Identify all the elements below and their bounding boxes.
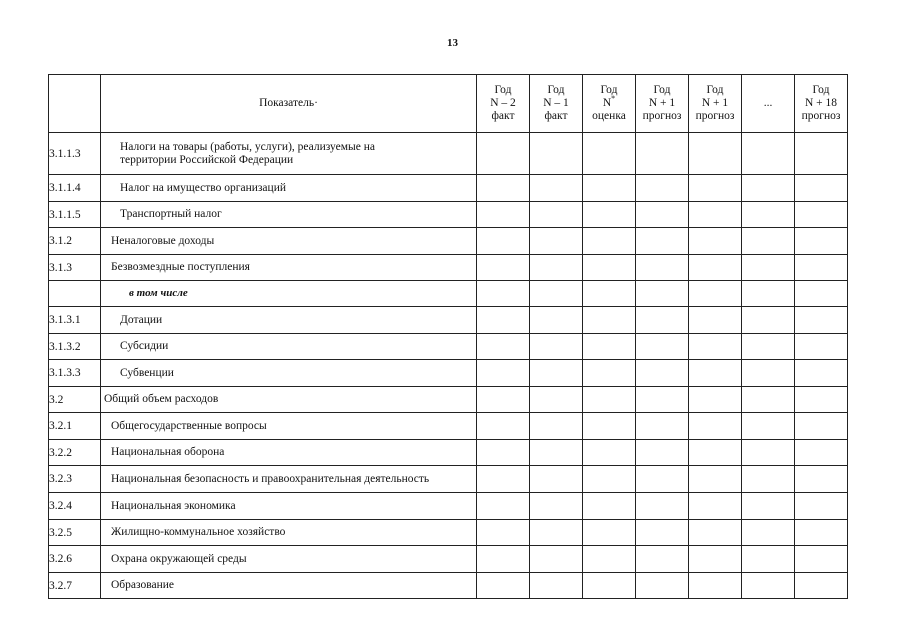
table-row [49, 546, 848, 573]
header-year-value: N [602, 97, 612, 109]
table-row [49, 387, 848, 413]
value-cell[interactable] [530, 573, 583, 599]
value-cell[interactable] [583, 175, 636, 202]
table-row [49, 228, 848, 255]
row-code: 3.2.5 [49, 520, 101, 546]
row-code: 3.2.6 [49, 546, 101, 573]
header-year-label: Год [706, 84, 724, 96]
value-cell[interactable] [636, 493, 689, 520]
value-cell[interactable] [477, 202, 530, 228]
value-cell[interactable] [583, 228, 636, 255]
value-cell[interactable] [742, 440, 795, 466]
value-cell[interactable] [636, 466, 689, 493]
value-cell[interactable] [636, 133, 689, 175]
value-cell[interactable] [477, 387, 530, 413]
value-cell[interactable] [477, 228, 530, 255]
row-name: Жилищно-коммунальное хозяйство [101, 520, 477, 546]
row-name [101, 133, 477, 175]
value-cell[interactable] [795, 413, 848, 440]
value-cell[interactable] [530, 387, 583, 413]
value-cell[interactable] [742, 573, 795, 599]
header-year-type: прогноз [695, 110, 735, 122]
value-cell[interactable] [742, 255, 795, 281]
row-name: Налог на имущество организаций [101, 175, 477, 202]
header-year-col [583, 75, 636, 133]
value-cell[interactable] [636, 202, 689, 228]
row-name: Транспортный налог [101, 202, 477, 228]
table-row [49, 133, 848, 175]
value-cell[interactable] [689, 573, 742, 599]
value-cell[interactable] [689, 466, 742, 493]
row-name: Национальная оборона [101, 440, 477, 466]
value-cell[interactable] [477, 440, 530, 466]
header-ellipsis-col [742, 75, 795, 133]
value-cell[interactable] [477, 413, 530, 440]
value-cell[interactable] [689, 175, 742, 202]
header-year-col [689, 75, 742, 133]
row-code: 3.2.7 [49, 573, 101, 599]
value-cell[interactable] [583, 307, 636, 334]
table-row [49, 360, 848, 387]
value-cell[interactable] [742, 202, 795, 228]
value-cell[interactable] [530, 281, 583, 307]
row-name: Дотации [101, 307, 477, 334]
row-name: Безвозмездные поступления [101, 255, 477, 281]
value-cell[interactable] [795, 202, 848, 228]
row-code: 3.2 [49, 387, 101, 413]
value-cell[interactable] [795, 546, 848, 573]
value-cell[interactable] [583, 413, 636, 440]
value-cell[interactable] [477, 493, 530, 520]
value-cell[interactable] [742, 175, 795, 202]
value-cell[interactable] [477, 255, 530, 281]
row-code: 3.2.1 [49, 413, 101, 440]
value-cell[interactable] [477, 133, 530, 175]
row-name: Субсидии [101, 334, 477, 360]
value-cell[interactable] [742, 413, 795, 440]
value-cell[interactable] [530, 228, 583, 255]
row-code [49, 281, 101, 307]
value-cell[interactable] [795, 281, 848, 307]
value-cell[interactable] [530, 413, 583, 440]
header-indicator: Показатель· [101, 75, 477, 133]
value-cell[interactable] [530, 307, 583, 334]
header-year-label: Год [547, 84, 565, 96]
value-cell[interactable] [795, 307, 848, 334]
table-row [49, 281, 848, 307]
row-code: 3.1.3.2 [49, 334, 101, 360]
value-cell[interactable] [583, 440, 636, 466]
value-cell[interactable] [689, 228, 742, 255]
value-cell[interactable] [689, 202, 742, 228]
value-cell[interactable] [742, 520, 795, 546]
value-cell[interactable] [795, 175, 848, 202]
value-cell[interactable] [477, 175, 530, 202]
value-cell[interactable] [477, 520, 530, 546]
value-cell[interactable] [636, 175, 689, 202]
header-year-type: факт [544, 110, 568, 122]
value-cell[interactable] [689, 546, 742, 573]
value-cell[interactable] [689, 255, 742, 281]
value-cell[interactable] [689, 334, 742, 360]
row-name: Общий объем расходов [101, 387, 477, 413]
header-year-col [530, 75, 583, 133]
value-cell[interactable] [477, 307, 530, 334]
header-year-type: прогноз [642, 110, 682, 122]
table-row [49, 573, 848, 599]
table-row [49, 493, 848, 520]
row-code: 3.1.1.5 [49, 202, 101, 228]
row-name: Общегосударственные вопросы [101, 413, 477, 440]
value-cell[interactable] [477, 466, 530, 493]
row-name-subheading: в том числе [101, 281, 477, 307]
value-cell[interactable] [477, 281, 530, 307]
row-name: Охрана окружающей среды [101, 546, 477, 573]
value-cell[interactable] [477, 360, 530, 387]
row-code: 3.2.2 [49, 440, 101, 466]
value-cell[interactable] [583, 133, 636, 175]
header-year-value: N + 1 [648, 97, 676, 109]
value-cell[interactable] [477, 546, 530, 573]
row-code: 3.1.3 [49, 255, 101, 281]
value-cell[interactable] [689, 413, 742, 440]
value-cell[interactable] [583, 202, 636, 228]
value-cell[interactable] [689, 387, 742, 413]
row-name-line: территории Российской Федерации [120, 153, 294, 166]
value-cell[interactable] [689, 440, 742, 466]
value-cell[interactable] [636, 520, 689, 546]
table-row [49, 440, 848, 466]
header-year-type: прогноз [801, 110, 841, 122]
value-cell[interactable] [636, 546, 689, 573]
header-year-value: N + 1 [701, 97, 729, 109]
value-cell[interactable] [795, 360, 848, 387]
value-cell[interactable] [583, 255, 636, 281]
header-row [49, 75, 848, 133]
value-cell[interactable] [530, 440, 583, 466]
row-name: Национальная безопасность и правоохранительная деятельность [101, 466, 477, 493]
value-cell[interactable] [583, 573, 636, 599]
value-cell[interactable] [689, 307, 742, 334]
table-row [49, 413, 848, 440]
value-cell[interactable] [636, 413, 689, 440]
value-cell[interactable] [689, 493, 742, 520]
page-number: 13 [447, 37, 458, 49]
value-cell[interactable] [530, 546, 583, 573]
header-code-cell [49, 75, 101, 133]
value-cell[interactable] [583, 493, 636, 520]
value-cell[interactable] [583, 520, 636, 546]
value-cell[interactable] [477, 573, 530, 599]
header-year-label: Год [812, 84, 830, 96]
value-cell[interactable] [530, 520, 583, 546]
value-cell[interactable] [636, 255, 689, 281]
value-cell[interactable] [742, 546, 795, 573]
row-code: 3.1.3.1 [49, 307, 101, 334]
table-row [49, 307, 848, 334]
row-name: Субвенции [101, 360, 477, 387]
value-cell[interactable] [530, 493, 583, 520]
value-cell[interactable] [795, 387, 848, 413]
value-cell[interactable] [636, 334, 689, 360]
value-cell[interactable] [689, 360, 742, 387]
table-row [49, 202, 848, 228]
value-cell[interactable] [795, 493, 848, 520]
value-cell[interactable] [530, 255, 583, 281]
value-cell[interactable] [689, 133, 742, 175]
value-cell[interactable] [530, 360, 583, 387]
value-cell[interactable] [530, 175, 583, 202]
header-year-value: N + 18 [804, 97, 838, 109]
value-cell[interactable] [530, 133, 583, 175]
header-year-label: Год [494, 84, 512, 96]
value-cell[interactable] [742, 466, 795, 493]
value-cell[interactable] [742, 281, 795, 307]
value-cell[interactable] [795, 440, 848, 466]
value-cell[interactable] [583, 334, 636, 360]
indicator-table [48, 74, 848, 599]
value-cell[interactable] [795, 573, 848, 599]
header-ellipsis: ... [763, 97, 773, 109]
value-cell[interactable] [742, 360, 795, 387]
value-cell[interactable] [583, 360, 636, 387]
value-cell[interactable] [636, 228, 689, 255]
value-cell[interactable] [583, 546, 636, 573]
value-cell[interactable] [742, 307, 795, 334]
value-cell[interactable] [742, 334, 795, 360]
value-cell[interactable] [477, 334, 530, 360]
header-year-value: N – 2 [490, 97, 516, 109]
value-cell[interactable] [583, 281, 636, 307]
value-cell[interactable] [742, 493, 795, 520]
value-cell[interactable] [795, 255, 848, 281]
header-year-label: Год [600, 84, 618, 96]
header-year-col [795, 75, 848, 133]
value-cell[interactable] [636, 281, 689, 307]
header-year-type: факт [491, 110, 515, 122]
value-cell[interactable] [742, 228, 795, 255]
table-row [49, 520, 848, 546]
header-year-type: оценка [592, 110, 626, 122]
header-year-col [477, 75, 530, 133]
value-cell[interactable] [636, 387, 689, 413]
value-cell[interactable] [689, 281, 742, 307]
value-cell[interactable] [530, 334, 583, 360]
row-code: 3.1.1.3 [49, 133, 101, 175]
value-cell[interactable] [689, 520, 742, 546]
value-cell[interactable] [742, 387, 795, 413]
value-cell[interactable] [636, 440, 689, 466]
value-cell[interactable] [795, 520, 848, 546]
row-name: Неналоговые доходы [101, 228, 477, 255]
row-name: Национальная экономика [101, 493, 477, 520]
header-year-value: N – 1 [543, 97, 569, 109]
row-name: Образование [101, 573, 477, 599]
table-row [49, 334, 848, 360]
value-cell[interactable] [795, 334, 848, 360]
row-name-line: Налоги на товары (работы, услуги), реализуемые на [120, 140, 376, 153]
table-row [49, 255, 848, 281]
value-cell[interactable] [530, 202, 583, 228]
header-year-label: Год [653, 84, 671, 96]
row-code: 3.1.3.3 [49, 360, 101, 387]
table-row [49, 175, 848, 202]
value-cell[interactable] [795, 466, 848, 493]
value-cell[interactable] [795, 228, 848, 255]
value-cell[interactable] [636, 307, 689, 334]
row-code: 3.2.4 [49, 493, 101, 520]
value-cell[interactable] [742, 133, 795, 175]
row-code: 3.1.1.4 [49, 175, 101, 202]
value-cell[interactable] [530, 466, 583, 493]
row-code: 3.1.2 [49, 228, 101, 255]
value-cell[interactable] [583, 387, 636, 413]
footnote-mark: * [611, 94, 616, 104]
table-row [49, 466, 848, 493]
row-code: 3.2.3 [49, 466, 101, 493]
value-cell[interactable] [636, 573, 689, 599]
header-year-col [636, 75, 689, 133]
value-cell[interactable] [636, 360, 689, 387]
value-cell[interactable] [795, 133, 848, 175]
value-cell[interactable] [583, 466, 636, 493]
